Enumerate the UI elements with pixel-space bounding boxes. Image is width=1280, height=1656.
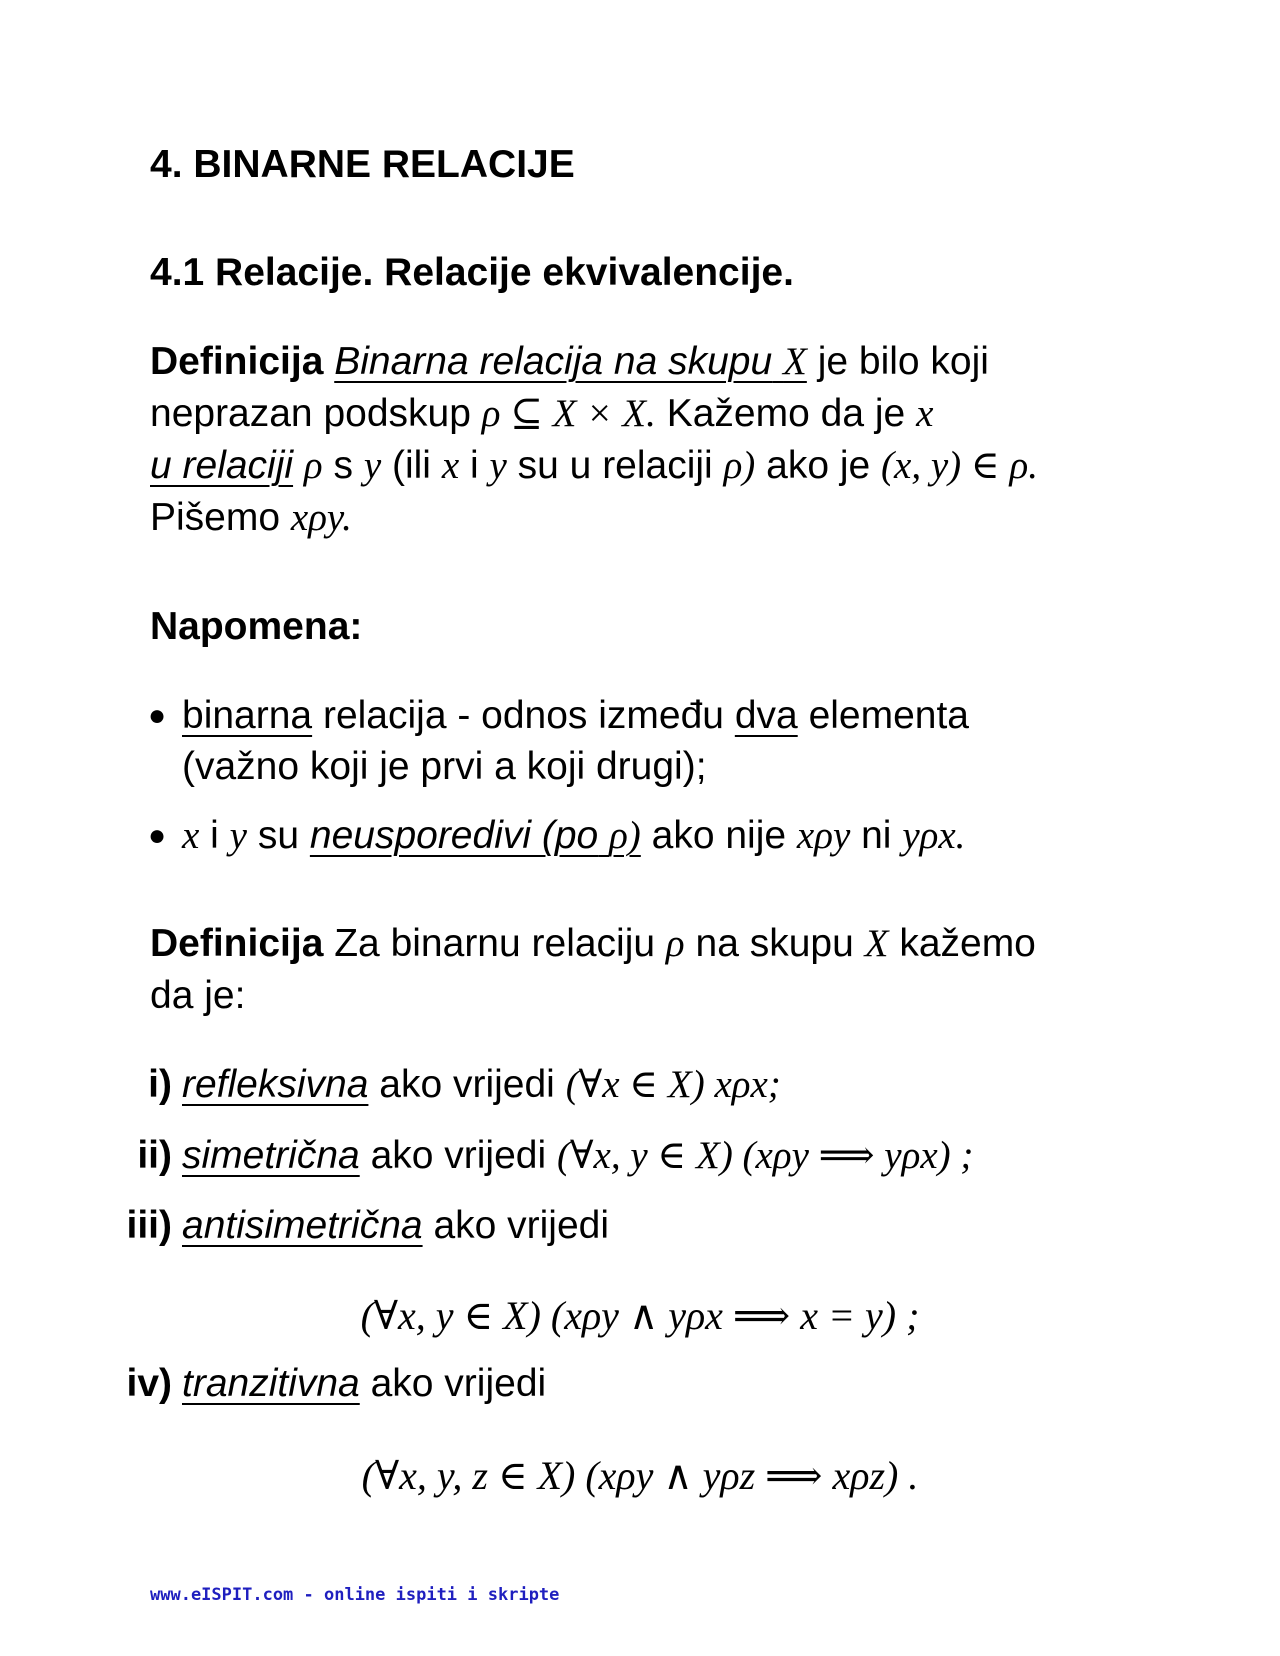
item-symmetric: simetrična ako vrijedi (∀x, y ∈ X) (xρy ⟹ yρx) ; — [182, 1134, 974, 1177]
subset-formula: ρ ⊆ X × X. — [481, 392, 656, 435]
footer-link[interactable]: www.eISPIT.com - online ispiti i skripte — [150, 1585, 560, 1605]
antisymmetric-formula: (∀x, y ∈ X) (xρy ∧ yρx ⟹ x = y) ; — [360, 1293, 920, 1338]
note-title: Napomena: — [150, 605, 363, 648]
chapter-heading: 4. BINARNE RELACIJE — [150, 143, 575, 186]
definition-label: Definicija — [150, 340, 324, 383]
definition-1-line-1: Definicija Binarna relacija na skupu X je bilo koji — [150, 340, 989, 383]
definition-2-line-1: Definicija Za binarnu relaciju ρ na skupu X kažemo — [150, 922, 1036, 965]
item-label-ii: ii) — [137, 1134, 172, 1177]
item-label-iv: iv) — [126, 1362, 172, 1405]
defined-term-incomparable: neusporedivi (po ρ) — [309, 814, 641, 857]
note-bullet-1-line-2: (važno koji je prvi a koji drugi); — [182, 745, 707, 788]
defined-term-in-relation: u relaciji — [150, 444, 294, 487]
item-label-i: i) — [148, 1063, 172, 1106]
bullet-dot-1: ● — [148, 699, 167, 732]
definition-1-line-4: Pišemo xρy. — [150, 496, 352, 539]
reflexive-formula: (∀x ∈ X) xρx; — [565, 1063, 781, 1106]
symmetric-formula: (∀x, y ∈ X) (xρy ⟹ yρx) ; — [556, 1134, 974, 1177]
definition-label: Definicija — [150, 922, 324, 965]
item-reflexive: refleksivna ako vrijedi (∀x ∈ X) xρx; — [182, 1063, 781, 1106]
transitive-formula: (∀x, y, z ∈ X) (xρy ∧ yρz ⟹ xρz) . — [361, 1453, 919, 1498]
section-heading: 4.1 Relacije. Relacije ekvivalencije. — [150, 251, 794, 294]
bullet-dot-2: ● — [148, 819, 167, 852]
definition-1-line-2: neprazan podskup ρ ⊆ X × X. Kažemo da je x — [150, 392, 934, 435]
item-label-iii: iii) — [126, 1204, 172, 1247]
item-antisymmetric: antisimetrična ako vrijedi — [182, 1204, 610, 1247]
note-bullet-2: x i y su neusporedivi (po ρ) ako nije xρy ni yρx. — [182, 814, 966, 857]
pair-membership-formula: (x, y) ∈ ρ. — [881, 444, 1038, 487]
note-bullet-1-line-1: binarna relacija - odnos između dva elementa — [182, 694, 969, 737]
defined-term-binary-relation: Binarna relacija na skupu X — [334, 340, 807, 383]
item-transitive: tranzitivna ako vrijedi — [182, 1362, 547, 1405]
definition-1-line-3: u relaciji ρ s y (ili x i y su u relaciji ρ) ako je (x, y) ∈ ρ. — [150, 444, 1038, 487]
definition-2-line-2: da je: — [150, 974, 246, 1017]
